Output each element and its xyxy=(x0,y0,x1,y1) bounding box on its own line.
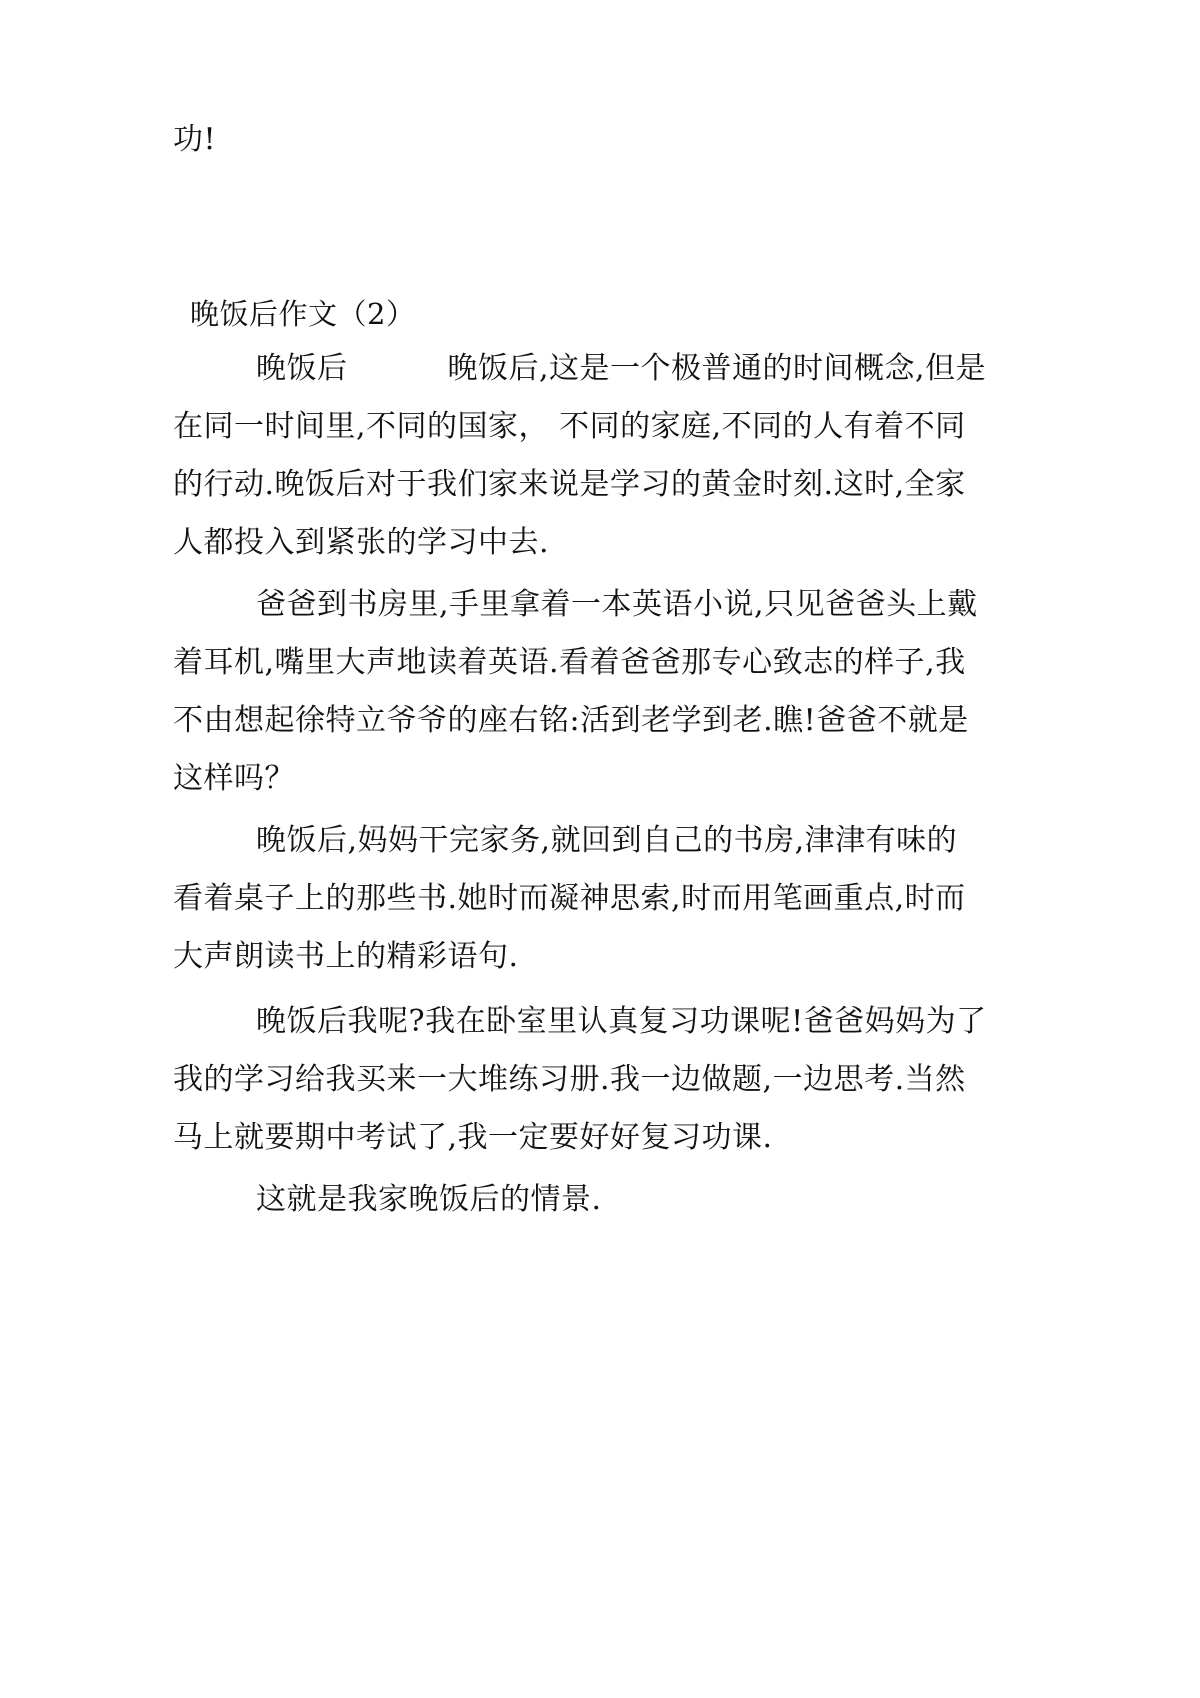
paragraph-3-line-1: 晚饭后,妈妈干完家务,就回到自己的书房,津津有味的 xyxy=(256,823,958,858)
paragraph-2-line-1: 爸爸到书房里,手里拿着一本英语小说,只见爸爸头上戴 xyxy=(256,587,978,622)
paragraph-2-line-4: 这样吗？ xyxy=(173,761,295,796)
paragraph-3-line-2: 看着桌子上的那些书.她时而凝神思索,时而用笔画重点,时而 xyxy=(173,881,966,916)
paragraph-5-line-1: 这就是我家晚饭后的情景. xyxy=(256,1182,602,1217)
paragraph-1-line-1 xyxy=(256,349,986,389)
paragraph-4-line-1: 晚饭后我呢?我在卧室里认真复习功课呢!爸爸妈妈为了 xyxy=(256,1004,987,1039)
paragraph-3-line-3: 大声朗读书上的精彩语句. xyxy=(173,939,519,974)
paragraph-1-line-1-text: 晚饭后,这是一个极普通的时间概念,但是 xyxy=(447,351,987,386)
paragraph-1-line-3: 的行动.晚饭后对于我们家来说是学习的黄金时刻.这时,全家 xyxy=(173,467,966,502)
paragraph-1-heading: 晚饭后 xyxy=(256,351,348,386)
paragraph-1-line-4: 人都投入到紧张的学习中去. xyxy=(173,525,550,560)
paragraph-2-line-2: 着耳机,嘴里大声地读着英语.看着爸爸那专心致志的样子,我 xyxy=(173,645,966,680)
essay-title: 晚饭后作文（2） xyxy=(190,297,416,331)
carryover-text: 功! xyxy=(173,122,217,157)
paragraph-4-line-3: 马上就要期中考试了,我一定要好好复习功课. xyxy=(173,1120,773,1155)
paragraph-2-line-3: 不由想起徐特立爷爷的座右铭:活到老学到老.瞧!爸爸不就是 xyxy=(173,703,969,738)
paragraph-4-line-2: 我的学习给我买来一大堆练习册.我一边做题,一边思考.当然 xyxy=(173,1062,966,1097)
paragraph-1-line-2: 在同一时间里,不同的国家， 不同的家庭,不同的人有着不同 xyxy=(173,409,966,444)
